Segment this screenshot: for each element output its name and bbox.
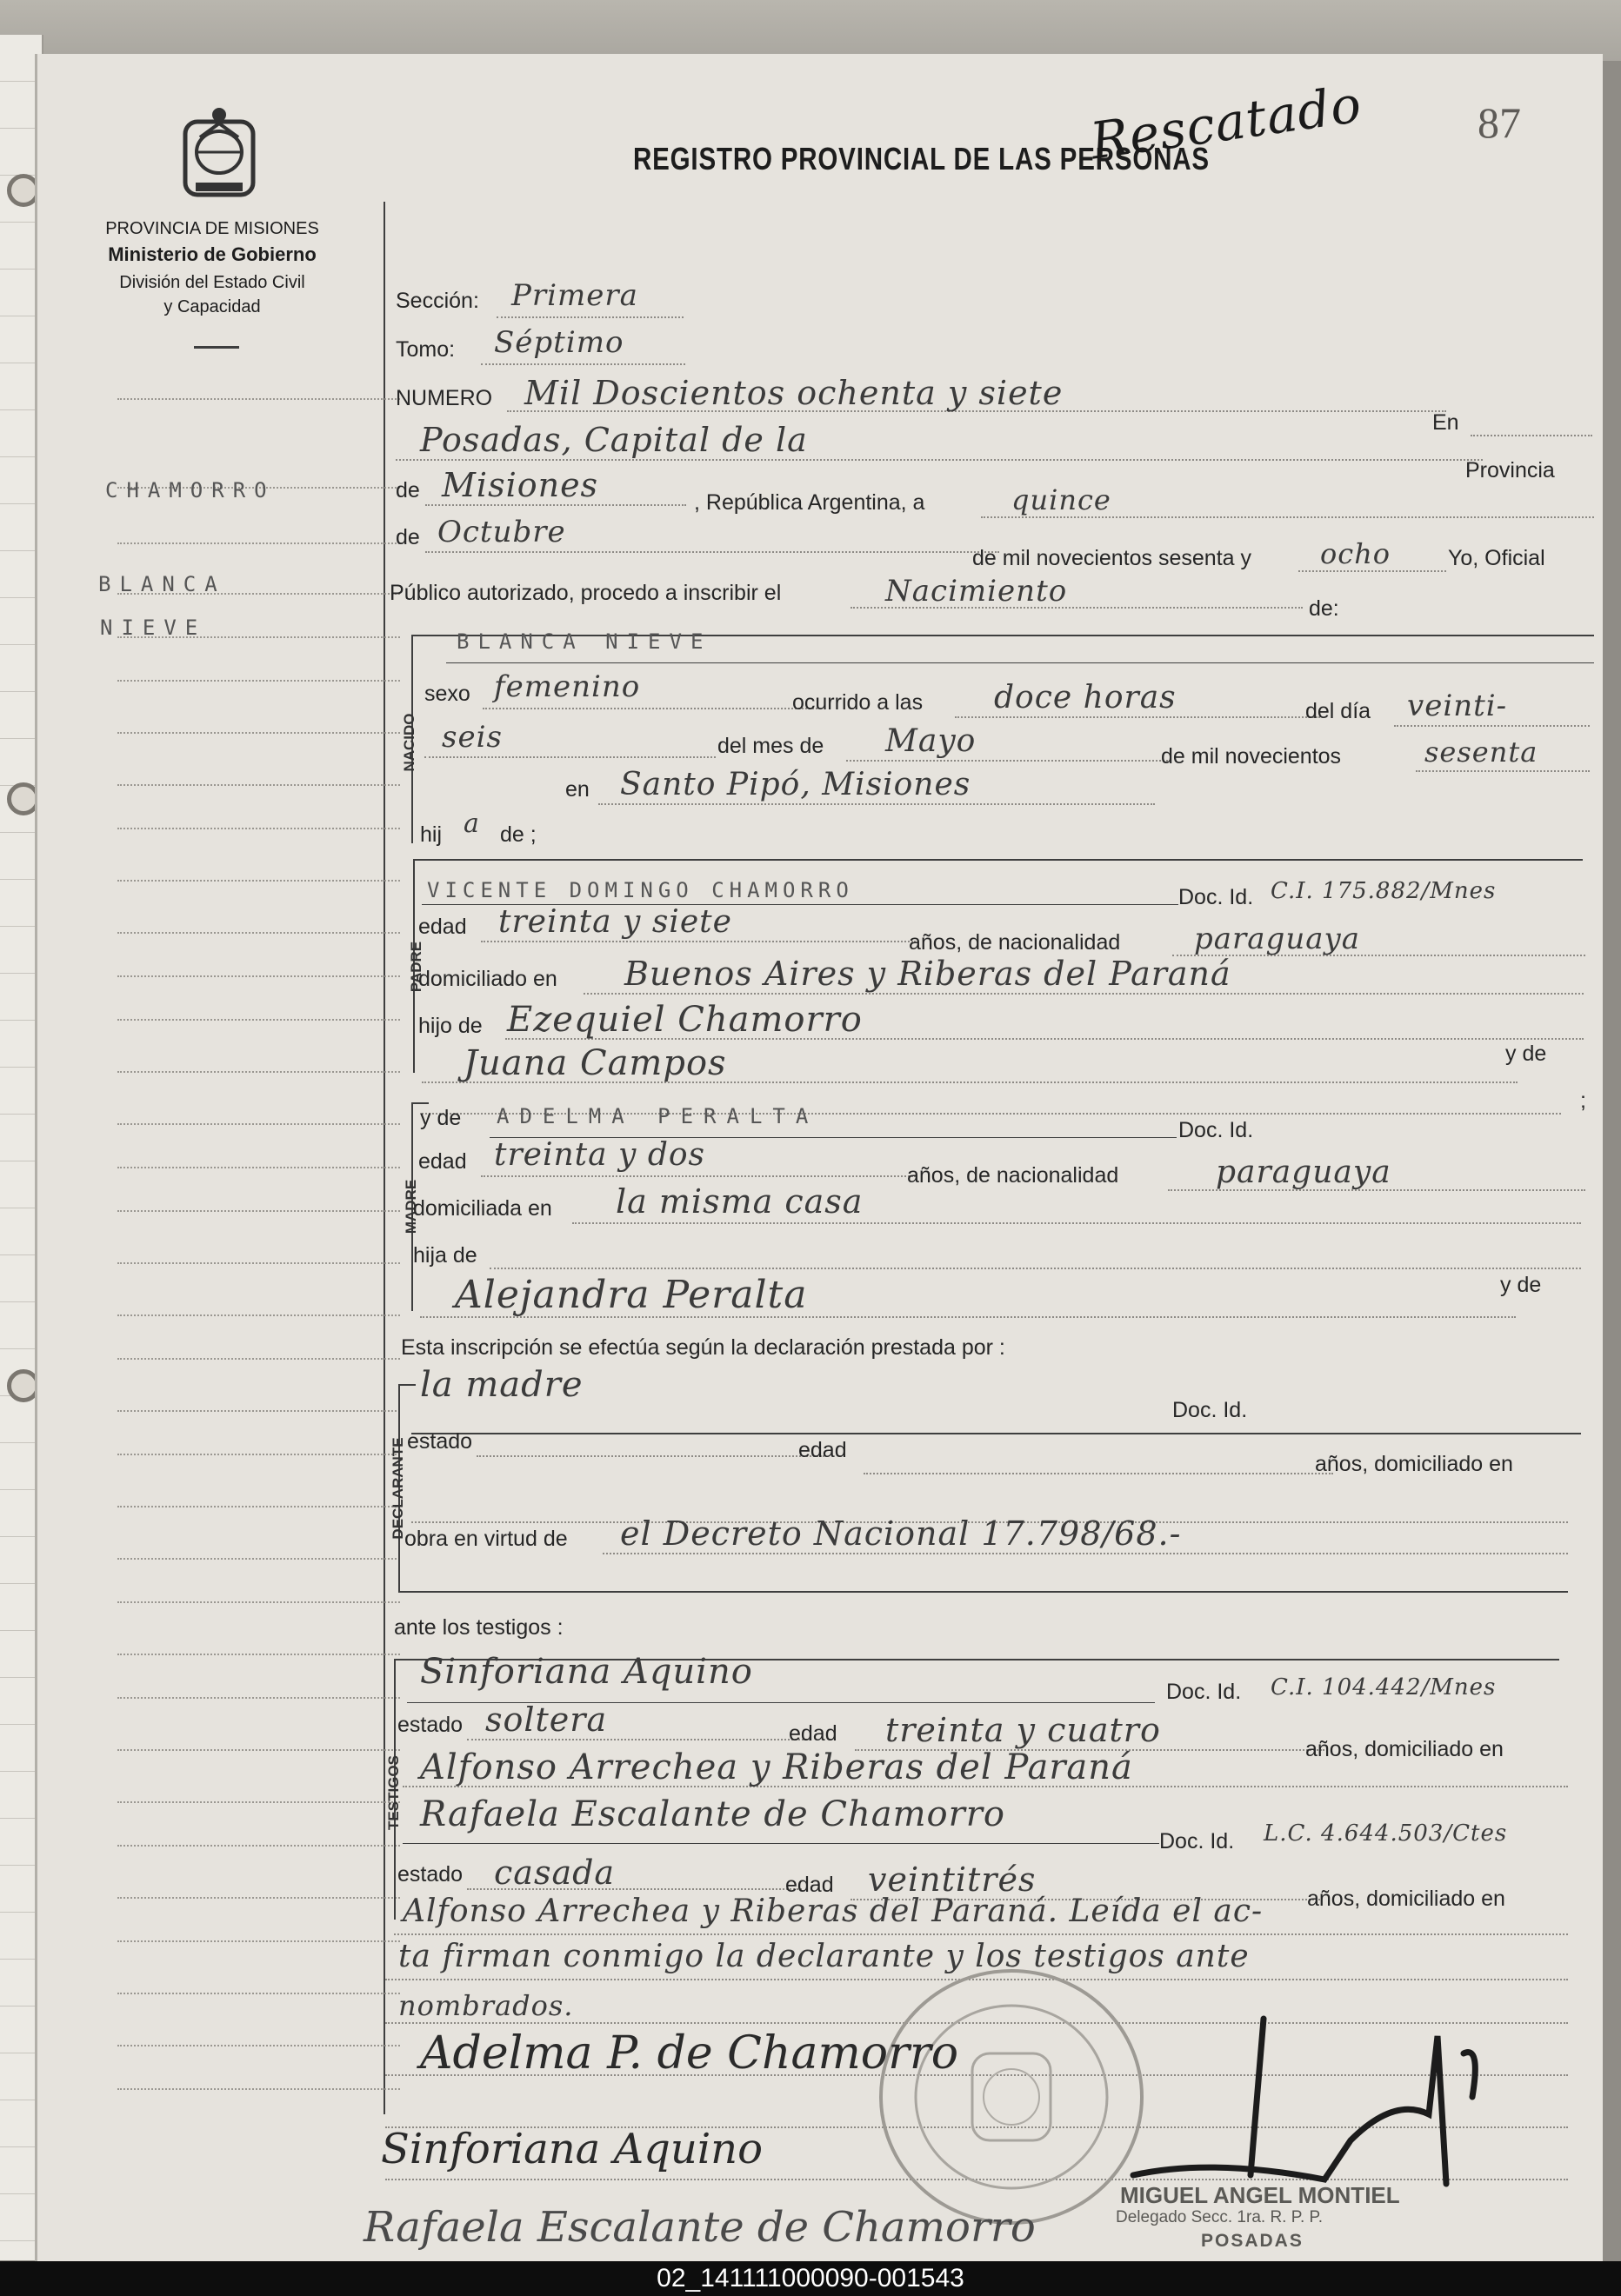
- testigo2-edad-label: edad: [785, 1873, 834, 1897]
- madre-domicilio-line: [572, 1222, 1581, 1224]
- de-colon-label: de:: [1309, 596, 1339, 621]
- lugar-value: Posadas, Capital de la: [420, 421, 808, 459]
- margin-surname: CHAMORRO: [105, 478, 276, 502]
- margin-line: [117, 932, 400, 934]
- testigo2-doc-label: Doc. Id.: [1159, 1829, 1235, 1853]
- declarante-bottom-rule: [398, 1591, 1568, 1593]
- padre-side-label: PADRE: [408, 941, 424, 993]
- del-mes-label: del mes de: [717, 734, 824, 758]
- declarante-estado-line: [477, 1455, 824, 1457]
- lugar-line: [396, 459, 1483, 461]
- dia-line: [981, 516, 1594, 518]
- madre-domicilio-label: domiciliada en: [413, 1196, 552, 1221]
- de-label: de: [396, 478, 420, 502]
- hij-suffix: a: [464, 809, 480, 839]
- declarante-domicilio-label: años, domiciliado en: [1315, 1452, 1513, 1476]
- testigo1-domicilio-value: Alfonso Arrechea y Riberas del Paraná: [420, 1747, 1133, 1787]
- ocurrido-label: ocurrido a las: [792, 690, 924, 715]
- declarante-estado-label: estado: [407, 1429, 473, 1454]
- mes-value: Octubre: [437, 515, 566, 549]
- nacido-name-line: [446, 662, 1594, 663]
- padre-edad-value: treinta y siete: [498, 904, 732, 940]
- rescatado-annotation: Rescatado: [1086, 74, 1365, 171]
- tomo-line: [481, 363, 685, 365]
- margin-name-1: BLANCA: [98, 572, 226, 596]
- testigo1-doc-value: C.I. 104.442/Mnes: [1271, 1674, 1497, 1700]
- margin-line: [117, 1262, 400, 1264]
- madre-y-de-label: y de: [420, 1106, 462, 1130]
- binder-top-strip: [0, 0, 1621, 61]
- mes-nac-value: Mayo: [885, 723, 977, 759]
- mil-novecientos-label: de mil novecientos sesenta y: [972, 546, 1252, 570]
- madre-nacionalidad-value: paraguaya: [1216, 1155, 1391, 1190]
- testigo2-doc-value: L.C. 4.644.503/Ctes: [1264, 1820, 1508, 1847]
- margin-line: [117, 1654, 400, 1655]
- margin-line: [117, 1123, 400, 1125]
- numero-value: Mil Doscientos ochenta y siete: [524, 374, 1064, 412]
- testigo1-estado-label: estado: [397, 1713, 464, 1737]
- mes-line: [425, 551, 999, 553]
- margin-line: [117, 542, 400, 544]
- seccion-value: Primera: [511, 278, 638, 313]
- en-line: [1471, 435, 1592, 436]
- acto-value: Nacimiento: [885, 574, 1068, 609]
- division-label-2: y Capacidad: [163, 297, 261, 316]
- testigo2-name-line: [403, 1843, 1159, 1844]
- margin-line: [117, 1071, 400, 1073]
- de-label: de: [396, 525, 420, 549]
- padre-y-de-value: Juana Campos: [464, 1043, 727, 1083]
- margin-line: [117, 828, 400, 829]
- page-number: 87: [1478, 98, 1521, 147]
- margin-line: [117, 680, 400, 682]
- madre-edad-label: edad: [418, 1149, 467, 1174]
- signature-testigo-1: Sinforiana Aquino: [381, 2125, 763, 2173]
- official-city: POSADAS: [1201, 2231, 1304, 2251]
- margin-line: [117, 1749, 400, 1751]
- padre-domicilio-value: Buenos Aires y Riberas del Paraná: [624, 955, 1231, 993]
- madre-domicilio-value: la misma casa: [616, 1182, 864, 1221]
- testigo1-estado-line: [467, 1739, 810, 1740]
- yo-oficial-label: Yo, Oficial: [1448, 546, 1545, 570]
- lugar-nac-value: Santo Pipó, Misiones: [620, 767, 971, 802]
- madre-hija-de-label: hija de: [413, 1243, 477, 1268]
- ministry-label: Ministerio de Gobierno: [108, 243, 317, 265]
- madre-edad-line: [481, 1175, 916, 1177]
- margin-line: [117, 1210, 400, 1212]
- margin-line: [117, 1697, 400, 1699]
- publico-label: Público autorizado, procedo a inscribir el: [390, 581, 782, 605]
- testigo2-estado-value: casada: [494, 1853, 616, 1892]
- margin-line: [117, 975, 400, 977]
- padre-edad-label: edad: [418, 915, 467, 939]
- testigo1-name: Sinforiana Aquino: [420, 1652, 753, 1692]
- margin-line: [117, 1454, 400, 1455]
- margin-line: [117, 398, 400, 400]
- seccion-line: [497, 316, 684, 318]
- official-role: Delegado Secc. 1ra. R. P. P.: [1116, 2208, 1324, 2226]
- testigo2-domicilio-value: Alfonso Arrechea y Riberas del Paraná. Leída el ac-: [403, 1893, 1264, 1929]
- testigo2-name: Rafaela Escalante de Chamorro: [420, 1794, 1005, 1834]
- declaracion-label: Esta inscripción se efectúa según la declaración prestada por :: [401, 1335, 1005, 1360]
- declarante-doc-label: Doc. Id.: [1172, 1398, 1248, 1422]
- margin-line: [117, 1506, 400, 1507]
- province-label: PROVINCIA DE MISIONES: [105, 219, 319, 238]
- madre-nacionalidad-label: años, de nacionalidad: [907, 1163, 1119, 1188]
- madre-y-de-label-2: y de: [1500, 1273, 1542, 1297]
- hora-line: [955, 716, 1320, 718]
- declarante-edad-line: [864, 1473, 1333, 1474]
- mes-nac-line: [846, 760, 1168, 762]
- del-dia-label: del día: [1305, 699, 1371, 723]
- margin-line: [117, 732, 400, 734]
- en-label: En: [1432, 410, 1459, 435]
- en-lower-label: en: [565, 777, 590, 802]
- testigo2-edad-value: veintitrés: [868, 1860, 1037, 1899]
- margin-line: [117, 1601, 400, 1603]
- signature-official: [1064, 2001, 1516, 2210]
- dia-nac-value-1: veinti-: [1407, 689, 1508, 723]
- margin-line: [117, 1358, 400, 1360]
- dia-nac-line: [1394, 725, 1590, 727]
- dia-value: quince: [1011, 483, 1111, 516]
- coat-of-arms-icon: [178, 104, 261, 202]
- testigos-label: ante los testigos :: [394, 1615, 564, 1640]
- margin-line: [117, 2088, 400, 2090]
- margin-line: [117, 784, 400, 786]
- madre-doc-label: Doc. Id.: [1178, 1118, 1254, 1142]
- margin-line: [117, 1410, 400, 1412]
- closing-text-2: nombrados.: [398, 1989, 574, 2022]
- madre-top-tick: [411, 1102, 429, 1104]
- madre-edad-value: treinta y dos: [494, 1137, 706, 1173]
- sexo-label: sexo: [424, 682, 470, 706]
- padre-hijo-de-label: hijo de: [418, 1014, 483, 1038]
- dia-nac-value-2: seis: [442, 720, 503, 755]
- tomo-value: Séptimo: [494, 325, 624, 360]
- seccion-label: Sección:: [396, 289, 479, 313]
- hora-value: doce horas: [994, 680, 1177, 715]
- mil-novecientos-nac-label: de mil novecientos: [1161, 744, 1342, 769]
- padre-top-rule: [413, 859, 1583, 861]
- sexo-value: femenino: [494, 669, 641, 704]
- madre-hija-de-value: Alejandra Peralta: [455, 1273, 808, 1317]
- provincia-label: Provincia: [1465, 458, 1555, 482]
- signature-declarante: Adelma P. de Chamorro: [420, 2027, 959, 2080]
- register-title: REGISTRO PROVINCIAL DE LAS PERSONAS: [633, 141, 1210, 176]
- de-semicolon-label: de ;: [500, 822, 537, 847]
- tomo-label: Tomo:: [396, 337, 456, 362]
- madre-name: ADELMA PERALTA: [497, 1104, 819, 1128]
- testigo1-domicilio-label: años, domiciliado en: [1305, 1737, 1504, 1761]
- padre-nacionalidad-value: paraguaya: [1194, 922, 1360, 956]
- madre-hija-de-line: [490, 1268, 1581, 1269]
- margin-line: [117, 1167, 400, 1168]
- padre-domicilio-label: domiciliado en: [418, 967, 557, 991]
- anio-line: [1298, 570, 1446, 572]
- register-page: [35, 54, 1603, 2262]
- dia-nac-line-2: [424, 756, 716, 758]
- margin-line: [117, 1993, 400, 1994]
- margin-name-2: NIEVE: [100, 616, 207, 640]
- testigo1-estado-value: soltera: [485, 1700, 608, 1739]
- hij-label: hij: [420, 822, 443, 847]
- file-id-bar: 02_141111000090-001543: [0, 2261, 1621, 2296]
- obra-line: [603, 1553, 1568, 1554]
- padre-hijo-de-value: Ezequiel Chamorro: [507, 1000, 863, 1040]
- padre-y-de-label: y de: [1505, 1042, 1547, 1066]
- testigos-side-label: TESTIGOS: [385, 1755, 402, 1830]
- padre-doc-value: C.I. 175.882/Mnes: [1271, 878, 1497, 904]
- padre-doc-label: Doc. Id.: [1178, 885, 1254, 909]
- testigo2-estado-label: estado: [397, 1862, 464, 1887]
- numero-label: NUMERO: [396, 386, 493, 410]
- provincia-line: [425, 504, 686, 506]
- testigo2-domicilio-label: años, domiciliado en: [1307, 1887, 1505, 1911]
- declarante-side-label: DECLARANTE: [390, 1437, 406, 1540]
- padre-nacionalidad-label: años, de nacionalidad: [909, 930, 1121, 955]
- testigo2-domicilio-line: [394, 1933, 1568, 1935]
- margin-line: [117, 1558, 400, 1560]
- margin-line: [117, 1314, 400, 1316]
- obra-value: el Decreto Nacional 17.798/68.-: [620, 1514, 1182, 1553]
- margin-line: [117, 1897, 400, 1899]
- emblem-rule: [194, 346, 239, 349]
- semicolon-label: ;: [1580, 1088, 1586, 1113]
- closing-text-1: ta firman conmigo la declarante y los testigos ante: [398, 1939, 1250, 1974]
- testigo1-edad-label: edad: [789, 1721, 837, 1746]
- declarante-value: la madre: [420, 1365, 584, 1405]
- margin-line: [117, 1019, 400, 1021]
- signature-testigo-2: Rafaela Escalante de Chamorro: [364, 2203, 1036, 2252]
- margin-line: [117, 2045, 400, 2046]
- provincia-value: Misiones: [442, 466, 599, 504]
- padre-domicilio-line: [584, 993, 1584, 995]
- official-name: MIGUEL ANGEL MONTIEL: [1120, 2182, 1400, 2208]
- anio-nac-line: [1416, 770, 1590, 772]
- republica-label: , República Argentina, a: [694, 490, 925, 515]
- testigo1-edad-value: treinta y cuatro: [885, 1711, 1161, 1749]
- padre-edad-line: [481, 941, 916, 942]
- lugar-nac-line: [598, 803, 1155, 805]
- nacido-side-label: NACIDO: [401, 713, 417, 772]
- madre-side-label: MADRE: [403, 1179, 419, 1235]
- margin-line: [117, 1940, 400, 1942]
- declarante-edad-label: edad: [798, 1438, 847, 1462]
- margin-line: [117, 1845, 400, 1847]
- anio-value: ocho: [1320, 537, 1391, 570]
- testigo1-doc-label: Doc. Id.: [1166, 1680, 1242, 1704]
- declarante-top-tick: [398, 1384, 416, 1386]
- margin-line: [117, 880, 400, 882]
- anio-nac-value: sesenta: [1424, 735, 1538, 769]
- division-label-1: División del Estado Civil: [119, 273, 305, 292]
- sexo-line: [483, 708, 817, 709]
- padre-name: VICENTE DOMINGO CHAMORRO: [427, 878, 854, 902]
- margin-line: [117, 1801, 400, 1803]
- declarante-name-line: [411, 1433, 1581, 1434]
- obra-label: obra en virtud de: [404, 1527, 568, 1551]
- nacido-name: BLANCA NIEVE: [457, 629, 712, 654]
